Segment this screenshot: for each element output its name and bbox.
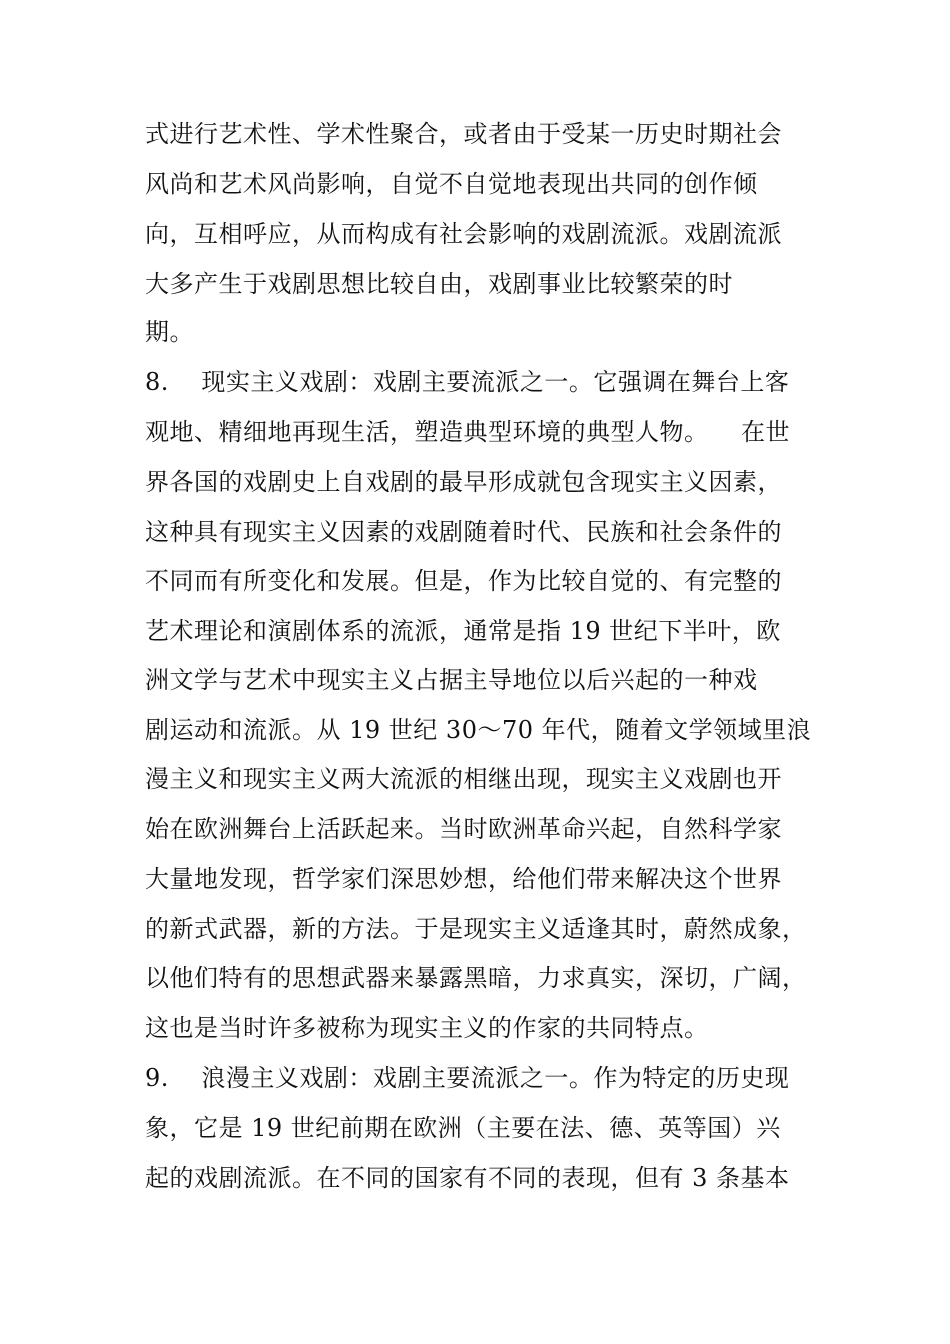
text-line: 8. 现实主义戏剧：戏剧主要流派之一。它强调在舞台上客 xyxy=(145,368,790,396)
text-line: 以他们特有的思想武器来暴露黑暗，力求真实，深切，广阔， xyxy=(145,964,807,992)
text-line: 观地、精细地再现生活，塑造典型环境的典型人物。 在世 xyxy=(145,418,791,446)
text-line: 界各国的戏剧史上自戏剧的最早形成就包含现实主义因素， xyxy=(145,468,782,496)
text-line: 这也是当时许多被称为现实主义的作家的共同特点。 xyxy=(145,1014,709,1042)
text-line: 的新式武器，新的方法。于是现实主义适逢其时，蔚然成象， xyxy=(145,915,807,943)
text-line: 始在欧洲舞台上活跃起来。当时欧洲革命兴起，自然科学家 xyxy=(145,815,782,843)
text-line: 剧运动和流派。从 19 世纪 30～70 年代，随着文学领域里浪 xyxy=(145,716,812,744)
text-line: 向，互相呼应，从而构成有社会影响的戏剧流派。戏剧流派 xyxy=(145,220,782,248)
text-line: 漫主义和现实主义两大流派的相继出现，现实主义戏剧也开 xyxy=(145,765,782,793)
text-line: 式进行艺术性、学术性聚合，或者由于受某一历史时期社会 xyxy=(145,120,782,148)
text-line: 起的戏剧流派。在不同的国家有不同的表现，但有 3 条基本 xyxy=(145,1164,790,1192)
text-line: 这种具有现实主义因素的戏剧随着时代、民族和社会条件的 xyxy=(145,518,782,546)
text-line: 大多产生于戏剧思想比较自由，戏剧事业比较繁荣的时 xyxy=(145,270,733,298)
text-line: 艺术理论和演剧体系的流派，通常是指 19 世纪下半叶，欧 xyxy=(145,617,781,645)
text-line: 大量地发现，哲学家们深思妙想，给他们带来解决这个世界 xyxy=(145,865,782,893)
text-line: 洲文学与艺术中现实主义占据主导地位以后兴起的一种戏 xyxy=(145,666,758,694)
text-line: 不同而有所变化和发展。但是，作为比较自觉的、有完整的 xyxy=(145,567,782,595)
text-line: 风尚和艺术风尚影响，自觉不自觉地表现出共同的创作倾 xyxy=(145,170,758,198)
text-line: 象，它是 19 世纪前期在欧洲（主要在法、德、英等国）兴 xyxy=(145,1114,781,1142)
text-line: 期。 xyxy=(145,318,194,346)
text-line: 9. 浪漫主义戏剧：戏剧主要流派之一。作为特定的历史现 xyxy=(145,1064,790,1092)
